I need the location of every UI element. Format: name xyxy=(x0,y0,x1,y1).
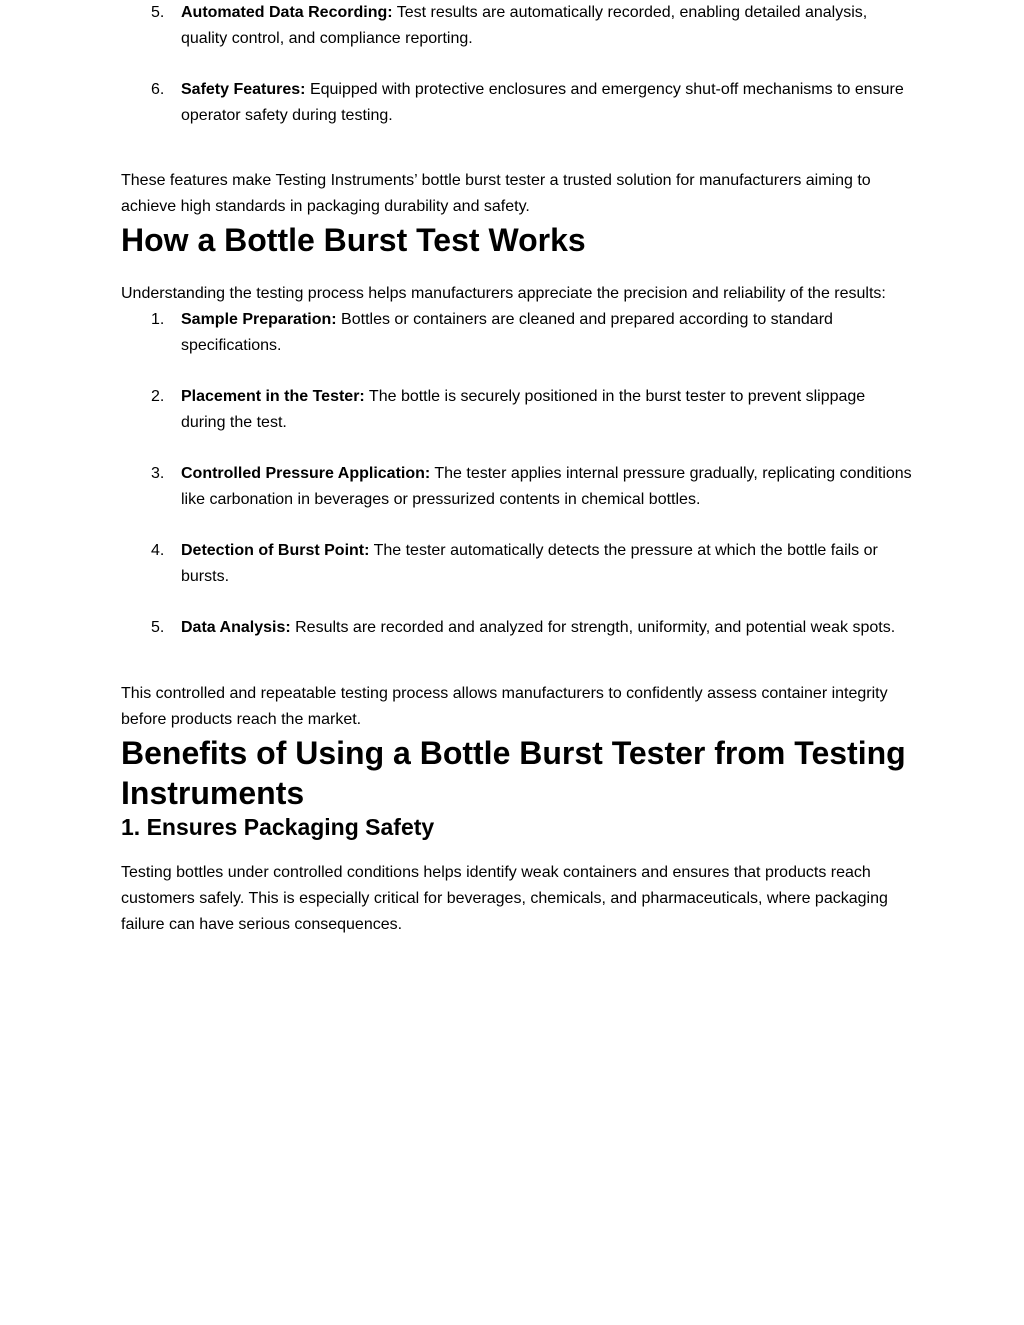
list-item-text xyxy=(181,77,913,129)
list-item-text xyxy=(181,307,913,359)
list-item-body: The tester automatically detects the pressure at which the bottle fails or bursts. xyxy=(181,542,878,585)
list-item-number: 5. xyxy=(151,619,165,636)
list-item-body: Test results are automatically recorded, enabling detailed analysis, quality control, and compliance reporting. xyxy=(181,4,868,47)
paragraph-packaging-safety: Testing bottles under controlled conditions helps identify weak containers and ensures that products reach customers safely. This is especially critical for beverages, chemicals, and pharmaceuticals, where packaging failure can have serious consequences. xyxy=(121,864,888,933)
list-item-text xyxy=(181,461,913,513)
list-item-label: Placement in the Tester: xyxy=(181,388,365,405)
list-item-label: Controlled Pressure Application: xyxy=(181,465,431,482)
features-numbered-list xyxy=(121,0,913,129)
list-item-label: Automated Data Recording: xyxy=(181,4,393,21)
list-item-number: 5. xyxy=(151,4,165,21)
list-item-number: 2. xyxy=(151,388,165,405)
paragraph-features-summary: These features make Testing Instruments’ bottle burst tester a trusted solution for manufacturers aiming to achieve high standards in packaging durability and safety. xyxy=(121,172,871,215)
list-item-label: Sample Preparation: xyxy=(181,311,337,328)
list-item-body: Equipped with protective enclosures and emergency shut-off mechanisms to ensure operator safety during testing. xyxy=(181,81,904,124)
heading-how-a-bottle-burst-test-works: How a Bottle Burst Test Works xyxy=(121,222,586,258)
list-item xyxy=(121,461,913,513)
list-item-label: Data Analysis: xyxy=(181,619,291,636)
list-item-label: Safety Features: xyxy=(181,81,306,98)
list-item xyxy=(121,0,913,52)
list-item xyxy=(121,615,913,641)
list-item-label: Detection of Burst Point: xyxy=(181,542,370,559)
list-item-number: 4. xyxy=(151,542,165,559)
list-item-number: 6. xyxy=(151,81,165,98)
list-item-text xyxy=(181,384,913,436)
list-item-body: The bottle is securely positioned in the burst tester to prevent slippage during the test. xyxy=(181,388,866,431)
list-item-number: 3. xyxy=(151,465,165,482)
steps-numbered-list xyxy=(121,307,913,641)
list-item xyxy=(121,77,913,129)
list-item xyxy=(121,538,913,590)
list-item-text xyxy=(181,615,913,641)
list-item-body: The tester applies internal pressure gradually, replicating conditions like carbonation in beverages or pressurized contents in chemical bottles. xyxy=(181,465,912,508)
list-item-text xyxy=(181,0,913,52)
paragraph-understanding: Understanding the testing process helps manufacturers appreciate the precision and reliability of the results: xyxy=(121,285,886,302)
list-item xyxy=(121,384,913,436)
list-item-number: 1. xyxy=(151,311,165,328)
list-item xyxy=(121,307,913,359)
subheading-ensures-packaging-safety: 1. Ensures Packaging Safety xyxy=(121,814,435,840)
list-item-body: Bottles or containers are cleaned and prepared according to standard specifications. xyxy=(181,311,833,354)
list-item-body: Results are recorded and analyzed for strength, uniformity, and potential weak spots. xyxy=(290,619,896,636)
list-item-text xyxy=(181,538,913,590)
heading-benefits: Benefits of Using a Bottle Burst Tester from Testing Instruments xyxy=(121,735,906,811)
paragraph-process-summary: This controlled and repeatable testing process allows manufacturers to confidently assess container integrity before products reach the market. xyxy=(121,685,888,728)
